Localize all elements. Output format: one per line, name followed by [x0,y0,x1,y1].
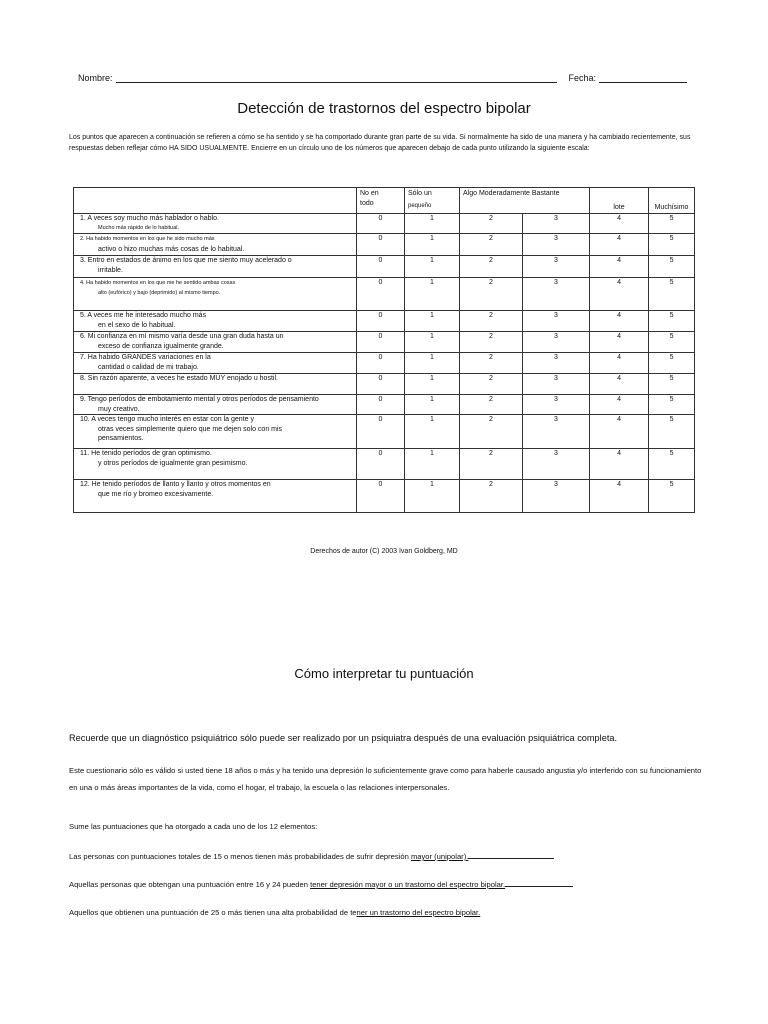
copyright-text: Derechos de autor (C) 2003 Ivan Goldberg, MD [310,548,458,555]
sum-instruction: Sume las puntuaciones que ha otorgado a cada uno de los 12 elementos: [69,822,318,831]
rating-option-1[interactable]: 1 [405,353,460,374]
result-low: Las personas con puntuaciones totales de 15 o menos tienen más probabilidades de sufrir depresión mayor (unipolar). [69,851,554,861]
scale-header-1: Sólo un pequeño [405,188,460,214]
rating-option-4[interactable]: 4 [590,234,649,256]
rating-option-2[interactable]: 2 [460,480,523,513]
rating-option-1[interactable]: 1 [405,332,460,353]
item-row [74,353,695,374]
item-column-header [74,188,357,214]
rating-option-2[interactable]: 2 [460,332,523,353]
rating-option-1[interactable]: 1 [405,214,460,234]
item-text: 3. Entro en estados de ánimo en los que me siento muy acelerado o irritable. [74,256,357,278]
rating-option-0[interactable]: 0 [357,214,405,234]
rating-option-3[interactable]: 3 [523,395,590,415]
rating-option-4[interactable]: 4 [590,256,649,278]
rating-option-0[interactable]: 0 [357,278,405,311]
item-row [74,332,695,353]
rating-option-0[interactable]: 0 [357,353,405,374]
rating-option-4[interactable]: 4 [590,278,649,311]
rating-option-2[interactable]: 2 [460,353,523,374]
scale-header-row [74,188,695,214]
item-row [74,449,695,480]
item-text: 10. A veces tengo mucho interés en estar con la gente y otras veces simplemente quiero que me dejen solo con mis pensamientos. [74,415,357,449]
result-high: Aquellos que obtienen una puntuación de 25 o más tienen una alta probabilidad de tener un trastorno del espectro bipolar. [69,908,481,917]
item-row [74,395,695,415]
rating-option-4[interactable]: 4 [590,353,649,374]
item-row [74,214,695,234]
rating-option-0[interactable]: 0 [357,480,405,513]
rating-option-2[interactable]: 2 [460,311,523,332]
rating-option-0[interactable]: 0 [357,449,405,480]
item-text: 4. Ha habido momentos en los que me he sentido ambas cosas alto (eufórico) y bajo (deprimido) al mismo tiempo. [74,278,357,311]
item-row [74,256,695,278]
item-row [74,234,695,256]
result-mid: Aquellas personas que obtengan una puntuación entre 16 y 24 pueden tener depresión mayor o un trastorno del espectro bipolar. [69,879,573,889]
rating-option-5[interactable]: 5 [649,256,695,278]
rating-option-3[interactable]: 3 [523,278,590,311]
rating-option-2[interactable]: 2 [460,278,523,311]
item-text: 9. Tengo períodos de embotamiento mental y otros períodos de pensamiento muy creativo. [74,395,357,415]
rating-option-5[interactable]: 5 [649,395,695,415]
item-text: 7. Ha habido GRANDES variaciones en la cantidad o calidad de mi trabajo. [74,353,357,374]
name-label: Nombre: [78,73,113,83]
item-text: 5. A veces me he interesado mucho más en el sexo de lo habitual. [74,311,357,332]
scale-header-lote: lote [590,188,649,214]
validity-paragraph: Este cuestionario sólo es válido si usted tiene 18 años o más y ha tenido una depresión lo suficientemente grave como para haberle causado angustia y/o interferido con su funcionamiento en una o más áreas importantes de la vida, como el hogar, el trabajo, la escuela o las relaciones interpersonales. [69,766,702,792]
scale-header-muchisimo: Muchísimo [649,188,695,214]
rating-option-2[interactable]: 2 [460,214,523,234]
date-label: Fecha: [568,73,596,83]
rating-option-0[interactable]: 0 [357,395,405,415]
rating-option-1[interactable]: 1 [405,480,460,513]
item-row [74,278,695,311]
rating-option-3[interactable]: 3 [523,234,590,256]
intro-paragraph: Los puntos que aparecen a continuación se refieren a cómo se ha sentido y se ha comportado durante gran parte de su vida. Si normalmente ha sido de una manera y ha cambiado recientemente, sus respuestas deben reflejar cómo HA SIDO USUALMENTE. Encierre en un círculo uno de los números que aparecen debajo de cada punto utilizando la siguiente escala: [69,134,691,152]
rating-option-4[interactable]: 4 [590,311,649,332]
rating-option-0[interactable]: 0 [357,332,405,353]
rating-option-5[interactable]: 5 [649,311,695,332]
rating-option-1[interactable]: 1 [405,278,460,311]
rating-option-2[interactable]: 2 [460,395,523,415]
rating-option-5[interactable]: 5 [649,214,695,234]
rating-option-4[interactable]: 4 [590,374,649,395]
rating-option-4[interactable]: 4 [590,480,649,513]
item-row [74,374,695,395]
rating-option-1[interactable]: 1 [405,234,460,256]
disclaimer-text: Recuerde que un diagnóstico psiquiátrico sólo puede ser realizado por un psiquiatra después de una evaluación psiquiátrica completa. [69,733,618,743]
rating-option-4[interactable]: 4 [590,214,649,234]
rating-option-2[interactable]: 2 [460,449,523,480]
rating-option-3[interactable]: 3 [523,480,590,513]
rating-option-1[interactable]: 1 [405,415,460,449]
item-text: 2. Ha habido momentos en los que he sido mucho más activo o hizo muchas más cosas de lo habitual. [74,234,357,256]
date-field[interactable] [599,72,687,83]
rating-option-2[interactable]: 2 [460,234,523,256]
rating-option-4[interactable]: 4 [590,415,649,449]
rating-option-5[interactable]: 5 [649,480,695,513]
rating-option-5[interactable]: 5 [649,234,695,256]
items-body [74,214,695,513]
item-text: 6. Mi confianza en mí mismo varía desde una gran duda hasta un exceso de confianza igualmente grande. [74,332,357,353]
rating-option-0[interactable]: 0 [357,374,405,395]
name-date-line [78,72,690,83]
rating-option-3[interactable]: 3 [523,449,590,480]
scale-header-0: No en todo [357,188,405,214]
page-title: Detección de trastornos del espectro bipolar [237,100,531,117]
scale-header-2-3-4: Algo Moderadamente Bastante [460,188,590,214]
rating-option-4[interactable]: 4 [590,449,649,480]
rating-option-5[interactable]: 5 [649,374,695,395]
rating-option-5[interactable]: 5 [649,415,695,449]
rating-option-3[interactable]: 3 [523,353,590,374]
item-text: 8. Sin razón aparente, a veces he estado MUY enojado u hostil. [74,374,357,395]
rating-option-5[interactable]: 5 [649,332,695,353]
rating-option-1[interactable]: 1 [405,311,460,332]
rating-option-5[interactable]: 5 [649,353,695,374]
rating-option-0[interactable]: 0 [357,311,405,332]
rating-option-3[interactable]: 3 [523,214,590,234]
item-text: 11. He tenido períodos de gran optimismo. y otros períodos de igualmente gran pesimismo. [74,449,357,480]
rating-option-3[interactable]: 3 [523,256,590,278]
rating-option-2[interactable]: 2 [460,415,523,449]
rating-option-4[interactable]: 4 [590,332,649,353]
rating-option-3[interactable]: 3 [523,332,590,353]
rating-option-3[interactable]: 3 [523,415,590,449]
rating-option-1[interactable]: 1 [405,395,460,415]
rating-option-3[interactable]: 3 [523,311,590,332]
item-row [74,311,695,332]
section-title: Cómo interpretar tu puntuación [294,666,474,681]
rating-option-5[interactable]: 5 [649,449,695,480]
rating-table [73,187,695,513]
item-text: 1. A veces soy mucho más hablador o hablo. Mucho más rápido de lo habitual. [74,214,357,234]
rating-option-5[interactable]: 5 [649,278,695,311]
rating-option-0[interactable]: 0 [357,234,405,256]
item-row [74,415,695,449]
name-field[interactable] [116,72,558,83]
item-text: 12. He tenido períodos de llanto y llanto y otros momentos en que me río y bromeo excesivamente. [74,480,357,513]
rating-option-2[interactable]: 2 [460,374,523,395]
rating-option-1[interactable]: 1 [405,256,460,278]
rating-option-0[interactable]: 0 [357,415,405,449]
rating-option-1[interactable]: 1 [405,374,460,395]
rating-option-3[interactable]: 3 [523,374,590,395]
item-row [74,480,695,513]
rating-option-0[interactable]: 0 [357,256,405,278]
rating-option-1[interactable]: 1 [405,449,460,480]
rating-option-4[interactable]: 4 [590,395,649,415]
rating-option-2[interactable]: 2 [460,256,523,278]
